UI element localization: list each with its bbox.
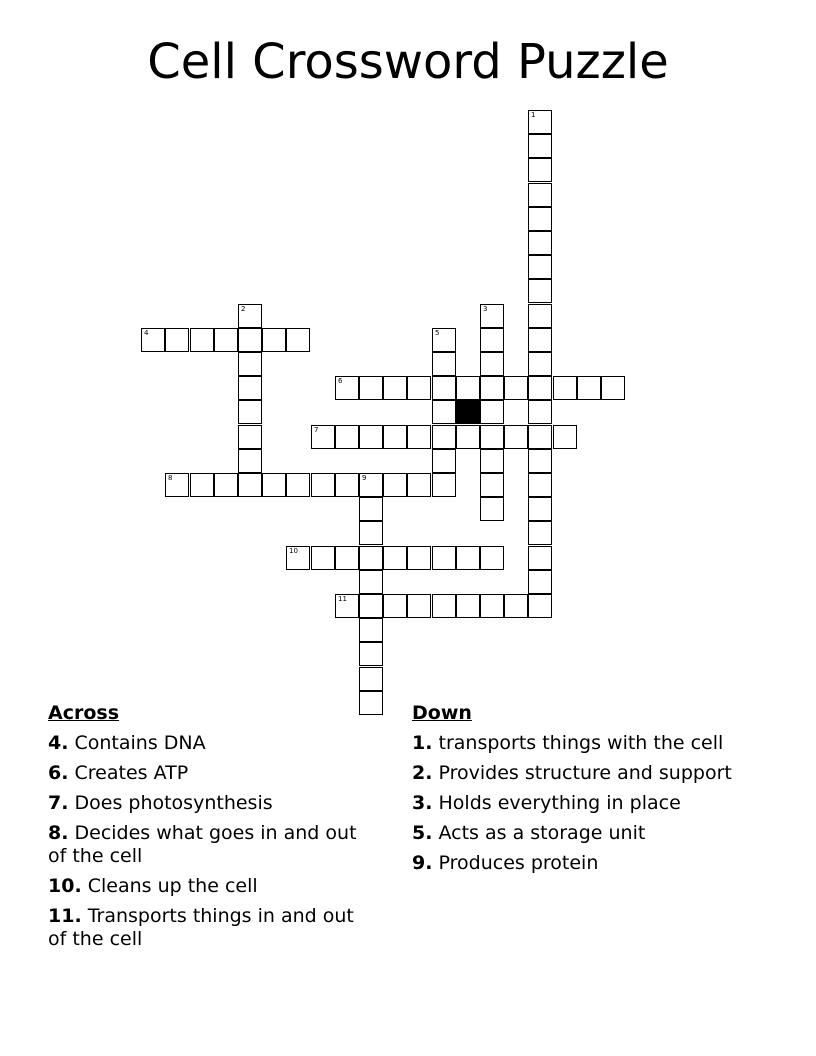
grid-cell[interactable] (383, 546, 407, 570)
grid-cell[interactable] (383, 594, 407, 618)
grid-cell[interactable] (480, 328, 504, 352)
grid-cell[interactable] (601, 376, 625, 400)
grid-cell[interactable] (480, 376, 504, 400)
grid-cell[interactable] (407, 473, 431, 497)
clue-text: Decides what goes in and out of the cell (48, 822, 357, 867)
down-clue (412, 852, 742, 875)
grid-cell[interactable] (528, 570, 552, 594)
grid-cell[interactable] (456, 594, 480, 618)
grid-cell[interactable] (311, 546, 335, 570)
grid-cell[interactable] (262, 328, 286, 352)
grid-cell[interactable] (407, 425, 431, 449)
clue-text: Does photosynthesis (74, 792, 273, 814)
grid-cell[interactable] (480, 594, 504, 618)
grid-cell[interactable] (335, 473, 359, 497)
grid-cell[interactable] (528, 207, 552, 231)
grid-cell[interactable] (238, 425, 262, 449)
clue-text: Provides structure and support (438, 762, 732, 784)
clue-number: 4. (48, 732, 69, 754)
grid-cell[interactable] (286, 473, 310, 497)
clue-text: Acts as a storage unit (438, 822, 646, 844)
grid-cell[interactable] (383, 473, 407, 497)
grid-cell[interactable] (407, 594, 431, 618)
clue-number: 6. (48, 762, 69, 784)
clue-number: 9. (412, 852, 433, 874)
grid-cell[interactable] (480, 546, 504, 570)
clue-number-label: 10 (289, 547, 298, 555)
grid-cell[interactable] (383, 376, 407, 400)
grid-cell[interactable] (480, 425, 504, 449)
grid-cell[interactable] (528, 304, 552, 328)
grid-cell[interactable] (456, 376, 480, 400)
grid-cell[interactable] (335, 376, 359, 400)
across-clue (48, 875, 373, 898)
grid-cell[interactable] (553, 425, 577, 449)
clue-number-label: 1 (531, 111, 536, 119)
grid-cell[interactable] (432, 352, 456, 376)
grid-cell[interactable] (528, 231, 552, 255)
across-clue (48, 822, 373, 868)
grid-cell[interactable] (432, 376, 456, 400)
clue-text: Produces protein (438, 852, 599, 874)
down-clue (412, 792, 742, 815)
grid-cell[interactable] (504, 594, 528, 618)
grid-cell[interactable] (528, 158, 552, 182)
grid-cell[interactable] (359, 521, 383, 545)
clue-text: Holds everything in place (438, 792, 681, 814)
across-heading: Across (48, 702, 120, 724)
grid-cell[interactable] (335, 425, 359, 449)
grid-cell[interactable] (141, 328, 165, 352)
grid-cell[interactable] (528, 594, 552, 618)
grid-cell[interactable] (528, 110, 552, 134)
grid-cell[interactable] (359, 376, 383, 400)
grid-cell[interactable] (359, 594, 383, 618)
grid-cell[interactable] (432, 425, 456, 449)
puzzle-title: Cell Crossword Puzzle (147, 34, 669, 90)
grid-cell[interactable] (359, 425, 383, 449)
grid-cell[interactable] (238, 352, 262, 376)
grid-cell[interactable] (214, 473, 238, 497)
grid-cell[interactable] (432, 594, 456, 618)
grid-cell[interactable] (528, 521, 552, 545)
across-clue (48, 792, 373, 815)
grid-cell[interactable] (432, 473, 456, 497)
grid-cell[interactable] (528, 497, 552, 521)
down-clue (412, 732, 742, 755)
grid-cell[interactable] (480, 352, 504, 376)
grid-cell[interactable] (480, 473, 504, 497)
grid-cell[interactable] (432, 328, 456, 352)
clue-text: Creates ATP (74, 762, 189, 784)
clue-number: 1. (412, 732, 433, 754)
grid-cell[interactable] (480, 400, 504, 424)
grid-cell[interactable] (238, 473, 262, 497)
grid-cell[interactable] (528, 546, 552, 570)
grid-cell[interactable] (528, 134, 552, 158)
down-heading: Down (412, 702, 472, 724)
down-clue (412, 822, 742, 845)
grid-cell[interactable] (528, 473, 552, 497)
clue-number: 11. (48, 905, 82, 927)
grid-cell[interactable] (577, 376, 601, 400)
grid-cell[interactable] (335, 546, 359, 570)
clue-number-label: 8 (168, 474, 173, 482)
across-clues (48, 702, 373, 958)
grid-cell[interactable] (359, 618, 383, 642)
clue-text: Contains DNA (74, 732, 206, 754)
grid-cell[interactable] (190, 473, 214, 497)
clue-number-label: 2 (241, 305, 246, 313)
grid-cell[interactable] (359, 667, 383, 691)
grid-cell[interactable] (504, 425, 528, 449)
clue-number: 3. (412, 792, 433, 814)
clue-number: 7. (48, 792, 69, 814)
grid-cell[interactable] (528, 255, 552, 279)
grid-cell[interactable] (504, 376, 528, 400)
grid-cell[interactable] (190, 328, 214, 352)
grid-cell[interactable] (407, 546, 431, 570)
grid-cell[interactable] (165, 473, 189, 497)
grid-cell[interactable] (359, 570, 383, 594)
grid-cell[interactable] (480, 497, 504, 521)
grid-cell[interactable] (528, 376, 552, 400)
grid-cell[interactable] (311, 425, 335, 449)
down-clues (412, 702, 742, 882)
grid-cell[interactable] (238, 328, 262, 352)
clue-number-label: 5 (435, 329, 440, 337)
clue-number-label: 9 (362, 474, 367, 482)
grid-cell[interactable] (528, 400, 552, 424)
clue-number: 8. (48, 822, 69, 844)
grid-cell[interactable] (359, 473, 383, 497)
clue-number-label: 7 (314, 426, 319, 434)
grid-cell[interactable] (238, 304, 262, 328)
grid-cell[interactable] (359, 546, 383, 570)
across-clue (48, 905, 373, 951)
grid-cell[interactable] (528, 449, 552, 473)
grid-cell[interactable] (432, 546, 456, 570)
grid-cell[interactable] (286, 546, 310, 570)
clue-text: Cleans up the cell (87, 875, 258, 897)
grid-cell[interactable] (528, 328, 552, 352)
grid-cell[interactable] (262, 473, 286, 497)
grid-cell[interactable] (528, 279, 552, 303)
grid-cell[interactable] (238, 400, 262, 424)
clue-number-label: 4 (144, 329, 149, 337)
clue-text: Transports things in and out of the cell (48, 905, 354, 950)
grid-cell[interactable] (528, 352, 552, 376)
clue-text: transports things with the cell (438, 732, 724, 754)
grid-cell[interactable] (456, 546, 480, 570)
grid-cell[interactable] (528, 425, 552, 449)
clue-number-label: 3 (483, 305, 488, 313)
grid-cell[interactable] (480, 449, 504, 473)
grid-cell[interactable] (238, 376, 262, 400)
grid-cell[interactable] (311, 473, 335, 497)
clue-number-label: 6 (338, 377, 343, 385)
across-clue (48, 732, 373, 755)
grid-cell[interactable] (432, 400, 456, 424)
grid-cell[interactable] (528, 183, 552, 207)
clue-number-label: 11 (338, 595, 347, 603)
grid-cell[interactable] (383, 425, 407, 449)
grid-cell[interactable] (456, 425, 480, 449)
grid-cell[interactable] (359, 642, 383, 666)
grid-cell[interactable] (432, 449, 456, 473)
black-cell (456, 400, 480, 424)
grid-cell[interactable] (407, 376, 431, 400)
clue-number: 5. (412, 822, 433, 844)
clue-number: 10. (48, 875, 82, 897)
clue-number: 2. (412, 762, 433, 784)
grid-cell[interactable] (286, 328, 310, 352)
down-clue (412, 762, 742, 785)
grid-cell[interactable] (335, 594, 359, 618)
grid-cell[interactable] (359, 497, 383, 521)
grid-cell[interactable] (553, 376, 577, 400)
grid-cell[interactable] (165, 328, 189, 352)
grid-cell[interactable] (480, 304, 504, 328)
across-clue (48, 762, 373, 785)
grid-cell[interactable] (214, 328, 238, 352)
grid-cell[interactable] (238, 449, 262, 473)
